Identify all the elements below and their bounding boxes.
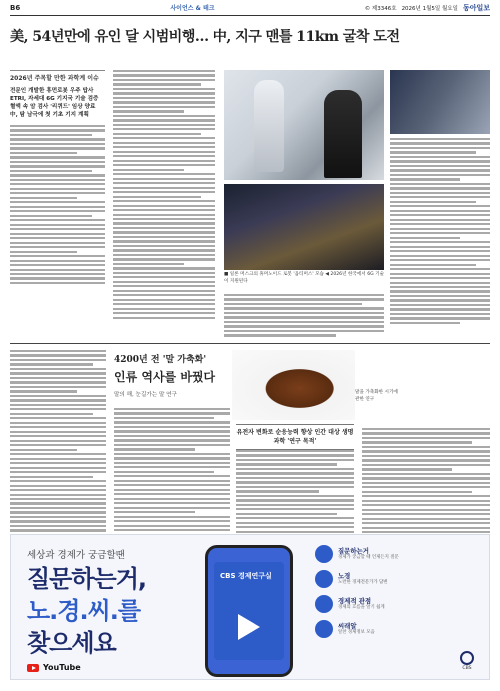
youtube-label: YouTube: [43, 663, 81, 672]
article-column-3: [224, 294, 384, 337]
expert-icon: [315, 570, 333, 588]
phone-mockup: [205, 545, 293, 677]
horse-image: [232, 350, 355, 420]
body-text: [10, 350, 106, 558]
lab-photo: [224, 184, 384, 270]
ad-slogan: [27, 563, 146, 659]
robot-photo: [224, 70, 384, 180]
researcher-figure: [324, 90, 362, 178]
feature-byline: 말의 해, 눈길가는 말 연구: [114, 392, 177, 398]
publish-date: 2026년 1월5일 월요일: [401, 5, 458, 12]
feature-article: [10, 350, 490, 530]
ad-feature-item: 경제적 관점 경제의 흐름을 알기 쉽게: [315, 595, 475, 613]
issue-number: © 제3346호: [364, 5, 397, 12]
pull-quote: 유전자 변화로 순응능력 향상 인간 대상 생명과학 '연구 목적': [236, 424, 354, 450]
article-subhead: 전문인 개발한 휴먼로봇 우주 탑사 ETRI, 자세대 6G 기지국 기술 검증 혈액 속 암 검사 '리퀴드' 임상 양료 中, 탐 남극에 첫 기초 기지 계획: [10, 88, 99, 118]
body-text: [236, 450, 354, 537]
cbs-logo[interactable]: CBS: [453, 651, 481, 673]
question-icon: [315, 545, 333, 563]
youtube-link[interactable]: [27, 663, 81, 672]
main-article: [10, 70, 490, 338]
body-text: [224, 294, 384, 337]
article-column-2: [113, 70, 215, 319]
body-text: [390, 138, 490, 324]
article-column-1: [10, 70, 105, 284]
ad-feature-item: 노경 노련한 경제전문가가 답변: [315, 570, 475, 588]
ad-headline: 세상과 경제가 궁금할땐: [27, 550, 125, 561]
chart-icon: [315, 595, 333, 613]
section-divider: [10, 343, 490, 344]
advertisement[interactable]: [10, 534, 490, 680]
article-kicker: 2026년 주목할 만한 과학계 이슈: [10, 70, 105, 82]
ad-feature-item: 질문하는거 경제가 궁금할 때 언제든지 질문: [315, 545, 475, 563]
article-column-4: [390, 138, 490, 324]
main-headline: 美, 54년만에 유인 달 시범비행… 中, 지구 맨틀 11km 굴착 도전: [10, 29, 400, 45]
body-text: [10, 125, 105, 284]
seed-icon: [315, 620, 333, 638]
section-title: 사이언스 & 테크: [170, 5, 215, 12]
ad-feature-item: 씨래알 알찬 경제정보 모음: [315, 620, 475, 638]
body-text: [113, 70, 215, 319]
ad-slogan-line2: 노.경.씨.를: [27, 597, 141, 625]
photo-caption: ■ 일론 머스크의 휴머노이드 로봇 '옵티머스' 모습 ◀ 2026년 한국에서 6G 기술이 지원된다: [224, 272, 385, 284]
page-number: B6: [10, 3, 21, 12]
ad-slogan-line1: 질문하는거,: [27, 565, 147, 593]
phone-label: CBS 경제연구실: [220, 572, 272, 580]
play-icon[interactable]: [238, 614, 260, 640]
horse-caption: 말을 가축화한 시기에 관한 연구: [355, 390, 398, 402]
header-meta: [365, 3, 490, 13]
newspaper-logo: 동아일보: [462, 3, 490, 12]
body-text: [362, 428, 490, 533]
space-photo: [390, 70, 490, 134]
youtube-icon: [27, 664, 39, 672]
body-text: [114, 408, 230, 531]
feature-title-small: 4200년 전 '말 가축화': [114, 355, 207, 365]
cbs-eye-icon: [460, 651, 474, 665]
ad-slogan-line3: 찾으세요: [27, 629, 116, 657]
feature-title-big: 인류 역사를 바꿨다: [114, 370, 216, 384]
feature-title-block: [114, 350, 230, 531]
page-header: [10, 0, 490, 16]
ad-feature-list: [315, 545, 475, 645]
humanoid-robot-figure: [254, 80, 284, 172]
